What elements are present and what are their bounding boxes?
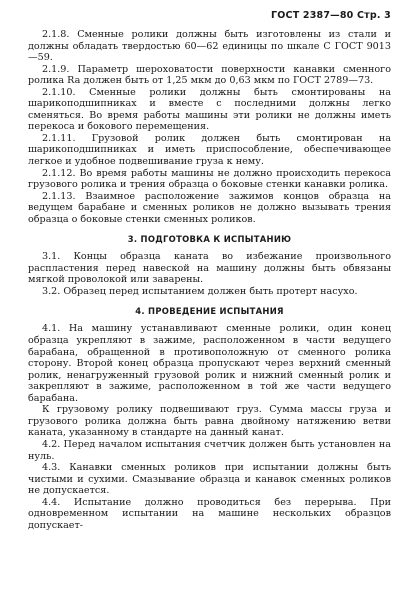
paragraph-4-4: 4.4. Испытание должно проводиться без перерыва. При одновременном испытании на машине нескольких образцов допускает- — [28, 496, 391, 531]
page-header: ГОСТ 2387—80 Стр. 3 — [271, 10, 391, 21]
paragraph-4-3: 4.3. Канавки сменных роликов при испытании должны быть чистыми и сухими. Смазывание образца и канавок сменных роликов не допускается. — [28, 462, 391, 497]
paragraph-2-1-13: 2.1.13. Взаимное расположение зажимов концов образца на ведущем барабане и сменных роликов не должно вызывать трения образца о боковые стенки сменных роликов. — [28, 190, 391, 225]
section-heading-3: 3. ПОДГОТОВКА К ИСПЫТАНИЮ — [127, 234, 292, 245]
paragraph-4-2: 4.2. Перед началом испытания счетчик должен быть установлен на нуль. — [28, 438, 391, 462]
paragraph-2-1-10: 2.1.10. Сменные ролики должны быть смонтированы на шарикоподшипниках и вместе с последними должны легко сменяться. Во время работы машины эти ролики не должны иметь перекоса и бокового перемещения. — [28, 86, 391, 133]
paragraph-3-1: 3.1. Концы образца каната во избежание произвольного распластения перед навеской на машину должны быть обвязаны мягкой проволокой или заварены. — [28, 251, 391, 286]
paragraph-4-1: 4.1. На машину устанавливают сменные ролики, один конец образца укрепляют в зажиме, расположенном в части ведущего барабана, обращенной в противоположную от сменного ролика сторону. Второй конец образца пропускают через верхний сменный ролик, ненагруженный грузовой ролик и нижний сменный ролик и закрепляют в зажиме, расположенном в той же части ведущего барабана. — [28, 323, 391, 404]
paragraph-2-1-9: 2.1.9. Параметр шероховатости поверхности канавки сменного ролика Ra должен быть от 1,25 мкм до 0,63 мкм по ГОСТ 2789—73. — [28, 63, 391, 87]
section-heading-4: 4. ПРОВЕДЕНИЕ ИСПЫТАНИЯ — [135, 306, 284, 317]
paragraph-4-1-cont: К грузовому ролику подвешивают груз. Сумма массы груза и грузового ролика должна быть равна двойному натяжению ветви каната, указанному в стандарте на данный канат. — [28, 404, 391, 439]
paragraph-2-1-11: 2.1.11. Грузовой ролик должен быть смонтирован на шарикоподшипниках и иметь приспособление, обеспечивающее легкое и удобное подвешивание груза к нему. — [28, 132, 391, 168]
paragraph-2-1-8: 2.1.8. Сменные ролики должны быть изготовлены из стали и должны обладать твердостью 60—62 единицы по шкале С ГОСТ 9013—59. — [28, 29, 391, 64]
paragraph-2-1-12: 2.1.12. Во время работы машины не должно происходить перекоса грузового ролика и трения образца о боковые стенки канавки ролика. — [28, 167, 391, 191]
paragraph-3-2: 3.2. Образец перед испытанием должен быть протерт насухо. — [42, 285, 358, 297]
document-body — [28, 29, 391, 531]
